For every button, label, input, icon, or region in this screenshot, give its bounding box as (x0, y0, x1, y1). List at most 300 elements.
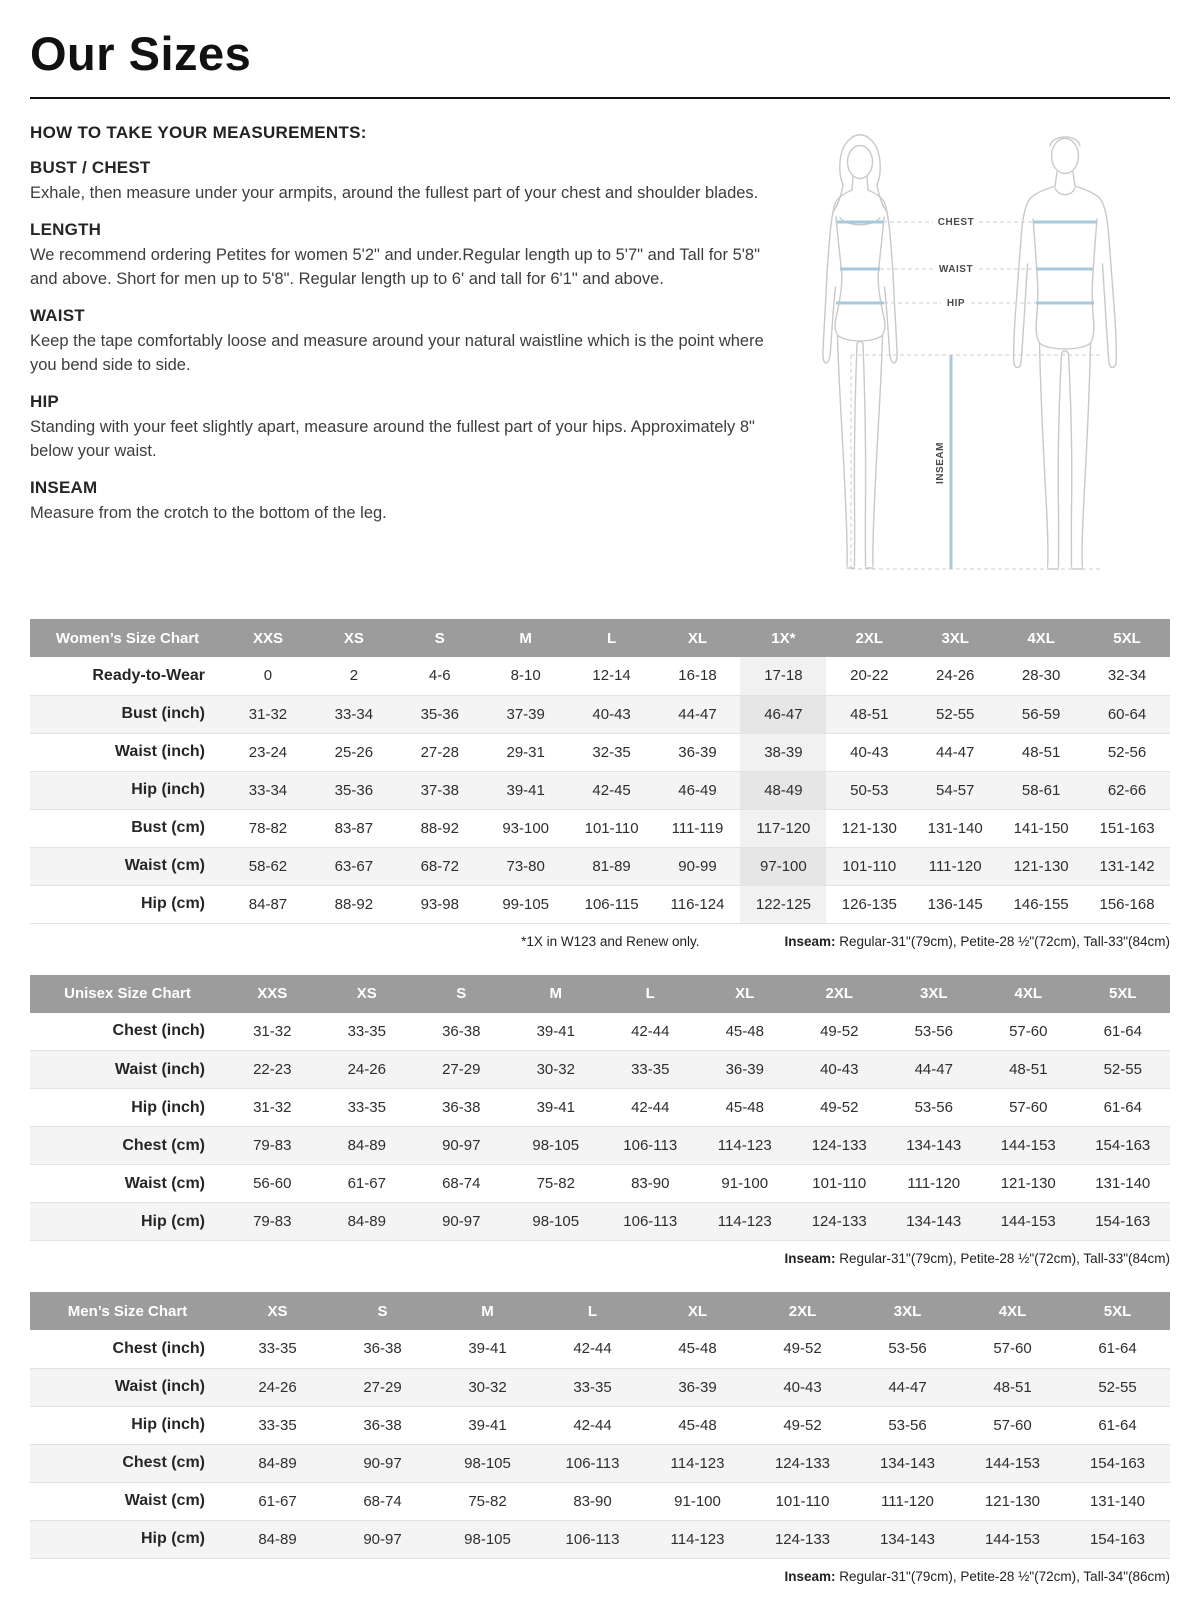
table-cell: 98-105 (509, 1203, 604, 1241)
section-waist (30, 306, 775, 377)
table-cell: 48-51 (960, 1368, 1065, 1406)
table-cell: 44-47 (855, 1368, 960, 1406)
table-cell: 83-87 (311, 809, 397, 847)
table-cell: 68-74 (330, 1482, 435, 1520)
table-cell: 40-43 (826, 733, 912, 771)
inseam-note-label: Inseam: (784, 933, 836, 949)
section-hip (30, 392, 775, 463)
table-cell: 144-153 (960, 1520, 1065, 1558)
section-title: INSEAM (30, 477, 98, 497)
table-cell: 37-39 (483, 695, 569, 733)
table-cell: 90-97 (414, 1127, 509, 1165)
table-cell: 2 (311, 657, 397, 695)
table-cell: 24-26 (912, 657, 998, 695)
table-cell: 106-115 (569, 885, 655, 923)
table-cell: 111-120 (912, 847, 998, 885)
table-cell: 73-80 (483, 847, 569, 885)
table-cell: 60-64 (1084, 695, 1170, 733)
table-cell: 48-51 (998, 733, 1084, 771)
table-cell: 98-105 (435, 1444, 540, 1482)
table-cell: 131-140 (912, 809, 998, 847)
table-cell: 90-99 (655, 847, 741, 885)
table-cell: 31-32 (225, 1089, 320, 1127)
inseam-note-text: Regular-31"(79cm), Petite-28 ½"(72cm), Tall-34"(86cm) (835, 1568, 1170, 1584)
size-header: L (603, 975, 698, 1013)
table-cell: 42-44 (540, 1406, 645, 1444)
table-row (30, 1368, 1170, 1406)
table-cell: 32-35 (569, 733, 655, 771)
table-cell: 84-87 (225, 885, 311, 923)
size-header: XS (311, 619, 397, 657)
table-cell: 32-34 (1084, 657, 1170, 695)
row-label: Hip (inch) (30, 1089, 225, 1127)
men-size-chart-section (30, 1292, 1170, 1584)
table-cell: 49-52 (792, 1089, 887, 1127)
table-cell: 101-110 (750, 1482, 855, 1520)
table-cell: 24-26 (225, 1368, 330, 1406)
table-cell: 36-39 (645, 1368, 750, 1406)
table-cell: 40-43 (569, 695, 655, 733)
table-cell: 52-56 (1084, 733, 1170, 771)
table-cell: 151-163 (1084, 809, 1170, 847)
table-row (30, 771, 1170, 809)
table-cell: 29-31 (483, 733, 569, 771)
table-cell: 28-30 (998, 657, 1084, 695)
table-cell: 33-35 (603, 1051, 698, 1089)
table-cell: 48-51 (981, 1051, 1076, 1089)
table-cell: 136-145 (912, 885, 998, 923)
section-title: BUST / CHEST (30, 158, 151, 177)
unisex-size-chart (30, 975, 1170, 1242)
table-cell: 44-47 (655, 695, 741, 733)
table-cell: 121-130 (981, 1165, 1076, 1203)
table-cell: 27-29 (330, 1368, 435, 1406)
table-cell: 17-18 (740, 657, 826, 695)
table-cell: 50-53 (826, 771, 912, 809)
row-label: Hip (cm) (30, 885, 225, 923)
table-cell: 20-22 (826, 657, 912, 695)
table-cell: 45-48 (645, 1406, 750, 1444)
size-header: 2XL (750, 1292, 855, 1330)
table-cell: 124-133 (750, 1520, 855, 1558)
size-header: XL (655, 619, 741, 657)
measurement-instructions (30, 123, 775, 593)
table-cell: 63-67 (311, 847, 397, 885)
table-row (30, 1444, 1170, 1482)
table-cell: 36-38 (414, 1089, 509, 1127)
table-cell: 57-60 (960, 1330, 1065, 1368)
table-cell: 116-124 (655, 885, 741, 923)
table-cell: 8-10 (483, 657, 569, 695)
table-cell: 99-105 (483, 885, 569, 923)
table-cell: 61-64 (1065, 1406, 1170, 1444)
size-header: S (397, 619, 483, 657)
table-cell: 117-120 (740, 809, 826, 847)
waist-label: WAIST (938, 264, 973, 275)
table-cell: 122-125 (740, 885, 826, 923)
women-size-chart-section (30, 619, 1170, 949)
table-cell: 121-130 (998, 847, 1084, 885)
figure-column (775, 123, 1170, 593)
table-cell: 42-44 (540, 1330, 645, 1368)
table-cell: 83-90 (540, 1482, 645, 1520)
table-cell: 53-56 (855, 1406, 960, 1444)
table-cell: 53-56 (887, 1013, 982, 1051)
table-cell: 88-92 (311, 885, 397, 923)
women-table-notes (30, 934, 1170, 949)
table-cell: 97-100 (740, 847, 826, 885)
table-cell: 25-26 (311, 733, 397, 771)
table-cell: 39-41 (509, 1089, 604, 1127)
table-cell: 144-153 (960, 1444, 1065, 1482)
size-header: 2XL (792, 975, 887, 1013)
table-cell: 33-35 (540, 1368, 645, 1406)
section-body: Measure from the crotch to the bottom of the leg. (30, 503, 387, 522)
table-cell: 106-113 (603, 1127, 698, 1165)
page-title: Our Sizes (30, 26, 1170, 99)
table-cell: 61-64 (1076, 1013, 1171, 1051)
table-cell: 79-83 (225, 1127, 320, 1165)
inseam-note (784, 1569, 1170, 1584)
row-label: Chest (inch) (30, 1330, 225, 1368)
unisex-table-notes (30, 1251, 1170, 1266)
woman-figure (822, 135, 896, 568)
table-cell: 134-143 (887, 1127, 982, 1165)
table-cell: 61-67 (320, 1165, 415, 1203)
table-cell: 48-49 (740, 771, 826, 809)
inseam-note-label: Inseam: (784, 1568, 836, 1584)
table-cell: 88-92 (397, 809, 483, 847)
table-cell: 48-51 (826, 695, 912, 733)
table-cell: 61-64 (1065, 1330, 1170, 1368)
row-label: Waist (cm) (30, 1165, 225, 1203)
section-body: Keep the tape comfortably loose and measure around your natural waistline which is the point where you bend side to side. (30, 332, 764, 374)
table-cell: 91-100 (645, 1482, 750, 1520)
table-cell: 101-110 (792, 1165, 887, 1203)
inseam-note-text: Regular-31"(79cm), Petite-28 ½"(72cm), Tall-33"(84cm) (835, 1251, 1170, 1266)
size-header: 1X* (740, 619, 826, 657)
table-title: Women’s Size Chart (30, 619, 225, 657)
table-cell: 27-29 (414, 1051, 509, 1089)
size-header: XL (698, 975, 793, 1013)
table-cell: 49-52 (750, 1330, 855, 1368)
table-cell: 124-133 (792, 1127, 887, 1165)
table-cell: 35-36 (397, 695, 483, 733)
size-header: 3XL (887, 975, 982, 1013)
measurements-heading: HOW TO TAKE YOUR MEASUREMENTS: (30, 123, 367, 142)
table-cell: 53-56 (887, 1089, 982, 1127)
table-cell: 106-113 (540, 1444, 645, 1482)
table-cell: 36-38 (330, 1406, 435, 1444)
size-header: 3XL (855, 1292, 960, 1330)
table-row (30, 695, 1170, 733)
table-title: Unisex Size Chart (30, 975, 225, 1013)
table-cell: 91-100 (698, 1165, 793, 1203)
table-cell: 37-38 (397, 771, 483, 809)
table-cell: 154-163 (1065, 1444, 1170, 1482)
table-cell: 39-41 (509, 1013, 604, 1051)
row-label: Waist (inch) (30, 1051, 225, 1089)
table-cell: 156-168 (1084, 885, 1170, 923)
table-cell: 154-163 (1076, 1127, 1171, 1165)
row-label: Waist (cm) (30, 847, 225, 885)
size-header: XL (645, 1292, 750, 1330)
table-cell: 30-32 (435, 1368, 540, 1406)
table-row (30, 847, 1170, 885)
table-cell: 22-23 (225, 1051, 320, 1089)
table-cell: 79-83 (225, 1203, 320, 1241)
table-row (30, 1482, 1170, 1520)
table-cell: 49-52 (792, 1013, 887, 1051)
table-cell: 84-89 (320, 1203, 415, 1241)
row-label: Hip (inch) (30, 771, 225, 809)
size-header: 5XL (1076, 975, 1171, 1013)
table-cell: 12-14 (569, 657, 655, 695)
size-header: 2XL (826, 619, 912, 657)
table-cell: 81-89 (569, 847, 655, 885)
table-header-row (30, 975, 1170, 1013)
table-cell: 106-113 (603, 1203, 698, 1241)
table-row (30, 885, 1170, 923)
table-cell: 75-82 (435, 1482, 540, 1520)
table-cell: 52-55 (1065, 1368, 1170, 1406)
table-cell: 101-110 (569, 809, 655, 847)
size-header: XS (225, 1292, 330, 1330)
size-header: 5XL (1084, 619, 1170, 657)
size-header: M (435, 1292, 540, 1330)
table-cell: 114-123 (645, 1444, 750, 1482)
table-cell: 61-64 (1076, 1089, 1171, 1127)
table-cell: 23-24 (225, 733, 311, 771)
hip-label: HIP (946, 298, 965, 309)
measurement-lines (836, 217, 1103, 569)
table-cell: 141-150 (998, 809, 1084, 847)
section-title: HIP (30, 392, 59, 412)
table-cell: 75-82 (509, 1165, 604, 1203)
table-cell: 33-34 (311, 695, 397, 733)
table-cell: 45-48 (698, 1089, 793, 1127)
table-cell: 40-43 (750, 1368, 855, 1406)
table-row (30, 1520, 1170, 1558)
table-cell: 35-36 (311, 771, 397, 809)
table-cell: 45-48 (645, 1330, 750, 1368)
table-cell: 44-47 (912, 733, 998, 771)
table-header-row (30, 1292, 1170, 1330)
table-cell: 33-35 (320, 1013, 415, 1051)
table-cell: 40-43 (792, 1051, 887, 1089)
table-row (30, 1051, 1170, 1089)
row-label: Hip (cm) (30, 1203, 225, 1241)
table-cell: 46-47 (740, 695, 826, 733)
section-inseam (30, 478, 775, 525)
table-cell: 44-47 (887, 1051, 982, 1089)
table-cell: 16-18 (655, 657, 741, 695)
table-cell: 61-67 (225, 1482, 330, 1520)
table-row (30, 809, 1170, 847)
table-cell: 0 (225, 657, 311, 695)
table-cell: 36-39 (698, 1051, 793, 1089)
table-cell: 57-60 (981, 1089, 1076, 1127)
table-cell: 31-32 (225, 1013, 320, 1051)
table-row (30, 1406, 1170, 1444)
table-cell: 33-35 (225, 1330, 330, 1368)
table-row (30, 1127, 1170, 1165)
table-cell: 45-48 (698, 1013, 793, 1051)
size-header: M (509, 975, 604, 1013)
table-row (30, 733, 1170, 771)
size-header: 4XL (981, 975, 1076, 1013)
table-cell: 58-62 (225, 847, 311, 885)
table-cell: 4-6 (397, 657, 483, 695)
table-cell: 84-89 (225, 1520, 330, 1558)
table-cell: 144-153 (981, 1127, 1076, 1165)
table-row (30, 1165, 1170, 1203)
table-cell: 36-38 (414, 1013, 509, 1051)
table-cell: 52-55 (1076, 1051, 1171, 1089)
table-cell: 39-41 (435, 1406, 540, 1444)
table-header-row (30, 619, 1170, 657)
men-size-chart (30, 1292, 1170, 1559)
size-header: 4XL (998, 619, 1084, 657)
row-label: Waist (inch) (30, 1368, 225, 1406)
table-cell: 124-133 (792, 1203, 887, 1241)
table-cell: 114-123 (698, 1203, 793, 1241)
table-cell: 42-44 (603, 1089, 698, 1127)
row-label: Waist (inch) (30, 733, 225, 771)
inseam-note-label: Inseam: (784, 1251, 836, 1266)
table-cell: 134-143 (855, 1520, 960, 1558)
table-cell: 154-163 (1065, 1520, 1170, 1558)
table-row (30, 1330, 1170, 1368)
table-row (30, 1013, 1170, 1051)
table-cell: 106-113 (540, 1520, 645, 1558)
table-cell: 83-90 (603, 1165, 698, 1203)
table-cell: 124-133 (750, 1444, 855, 1482)
table-cell: 58-61 (998, 771, 1084, 809)
section-title: WAIST (30, 306, 85, 326)
table-cell: 114-123 (698, 1127, 793, 1165)
table-cell: 84-89 (225, 1444, 330, 1482)
table-cell: 57-60 (960, 1406, 1065, 1444)
size-header: M (483, 619, 569, 657)
table-cell: 144-153 (981, 1203, 1076, 1241)
table-cell: 27-28 (397, 733, 483, 771)
table-cell: 68-72 (397, 847, 483, 885)
footnote-1x: *1X in W123 and Renew only. (521, 933, 700, 949)
table-cell: 146-155 (998, 885, 1084, 923)
size-header: S (330, 1292, 435, 1330)
table-title: Men’s Size Chart (30, 1292, 225, 1330)
table-cell: 53-56 (855, 1330, 960, 1368)
table-cell: 98-105 (435, 1520, 540, 1558)
table-row (30, 1203, 1170, 1241)
section-body: Exhale, then measure under your armpits, around the fullest part of your chest and shoulder blades. (30, 184, 759, 202)
table-cell: 56-60 (225, 1165, 320, 1203)
table-cell: 93-98 (397, 885, 483, 923)
inseam-note (784, 1251, 1170, 1266)
table-cell: 154-163 (1076, 1203, 1171, 1241)
man-figure (1013, 137, 1116, 569)
table-cell: 56-59 (998, 695, 1084, 733)
table-cell: 42-44 (603, 1013, 698, 1051)
size-header: XS (320, 975, 415, 1013)
table-cell: 36-39 (655, 733, 741, 771)
intro-section (30, 123, 1170, 593)
table-cell: 98-105 (509, 1127, 604, 1165)
size-header: 3XL (912, 619, 998, 657)
row-label: Hip (inch) (30, 1406, 225, 1444)
men-table-notes (30, 1569, 1170, 1584)
row-label: Chest (cm) (30, 1127, 225, 1165)
table-cell: 101-110 (826, 847, 912, 885)
row-label: Bust (inch) (30, 695, 225, 733)
row-label: Bust (cm) (30, 809, 225, 847)
inseam-note (784, 934, 1170, 949)
table-cell: 111-120 (887, 1165, 982, 1203)
size-header: 4XL (960, 1292, 1065, 1330)
table-cell: 78-82 (225, 809, 311, 847)
women-size-chart (30, 619, 1170, 924)
table-cell: 68-74 (414, 1165, 509, 1203)
row-label: Waist (cm) (30, 1482, 225, 1520)
row-label: Hip (cm) (30, 1520, 225, 1558)
inseam-note-text: Regular-31"(79cm), Petite-28 ½"(72cm), Tall-33"(84cm) (835, 933, 1170, 949)
table-row (30, 1089, 1170, 1127)
table-cell: 131-140 (1065, 1482, 1170, 1520)
table-cell: 24-26 (320, 1051, 415, 1089)
row-label: Ready-to-Wear (30, 657, 225, 695)
table-cell: 46-49 (655, 771, 741, 809)
section-bust-chest (30, 158, 775, 205)
table-cell: 38-39 (740, 733, 826, 771)
section-title: LENGTH (30, 220, 102, 240)
size-header: XXS (225, 975, 320, 1013)
table-cell: 39-41 (483, 771, 569, 809)
table-cell: 33-35 (320, 1089, 415, 1127)
table-cell: 114-123 (645, 1520, 750, 1558)
section-body: We recommend ordering Petites for women 5'2" and under.Regular length up to 5'7" and Tall for 5'8" and above. Short for men up to 5'8". Regular length up to 6' and tall for 6'1" and above. (30, 246, 760, 288)
table-cell: 33-35 (225, 1406, 330, 1444)
table-cell: 126-135 (826, 885, 912, 923)
row-label: Chest (cm) (30, 1444, 225, 1482)
table-cell: 121-130 (960, 1482, 1065, 1520)
table-cell: 36-38 (330, 1330, 435, 1368)
table-cell: 31-32 (225, 695, 311, 733)
table-cell: 62-66 (1084, 771, 1170, 809)
table-cell: 131-142 (1084, 847, 1170, 885)
table-cell: 84-89 (320, 1127, 415, 1165)
size-header: L (540, 1292, 645, 1330)
table-cell: 121-130 (826, 809, 912, 847)
table-cell: 52-55 (912, 695, 998, 733)
table-cell: 39-41 (435, 1330, 540, 1368)
table-cell: 57-60 (981, 1013, 1076, 1051)
table-cell: 111-119 (655, 809, 741, 847)
table-cell: 54-57 (912, 771, 998, 809)
table-cell: 131-140 (1076, 1165, 1171, 1203)
chest-label: CHEST (937, 217, 974, 228)
size-header: 5XL (1065, 1292, 1170, 1330)
inseam-label: INSEAM (934, 442, 946, 484)
table-cell: 90-97 (330, 1444, 435, 1482)
row-label: Chest (inch) (30, 1013, 225, 1051)
section-length (30, 220, 775, 291)
table-cell: 33-34 (225, 771, 311, 809)
table-cell: 49-52 (750, 1406, 855, 1444)
table-row (30, 657, 1170, 695)
unisex-size-chart-section (30, 975, 1170, 1267)
size-header: S (414, 975, 509, 1013)
